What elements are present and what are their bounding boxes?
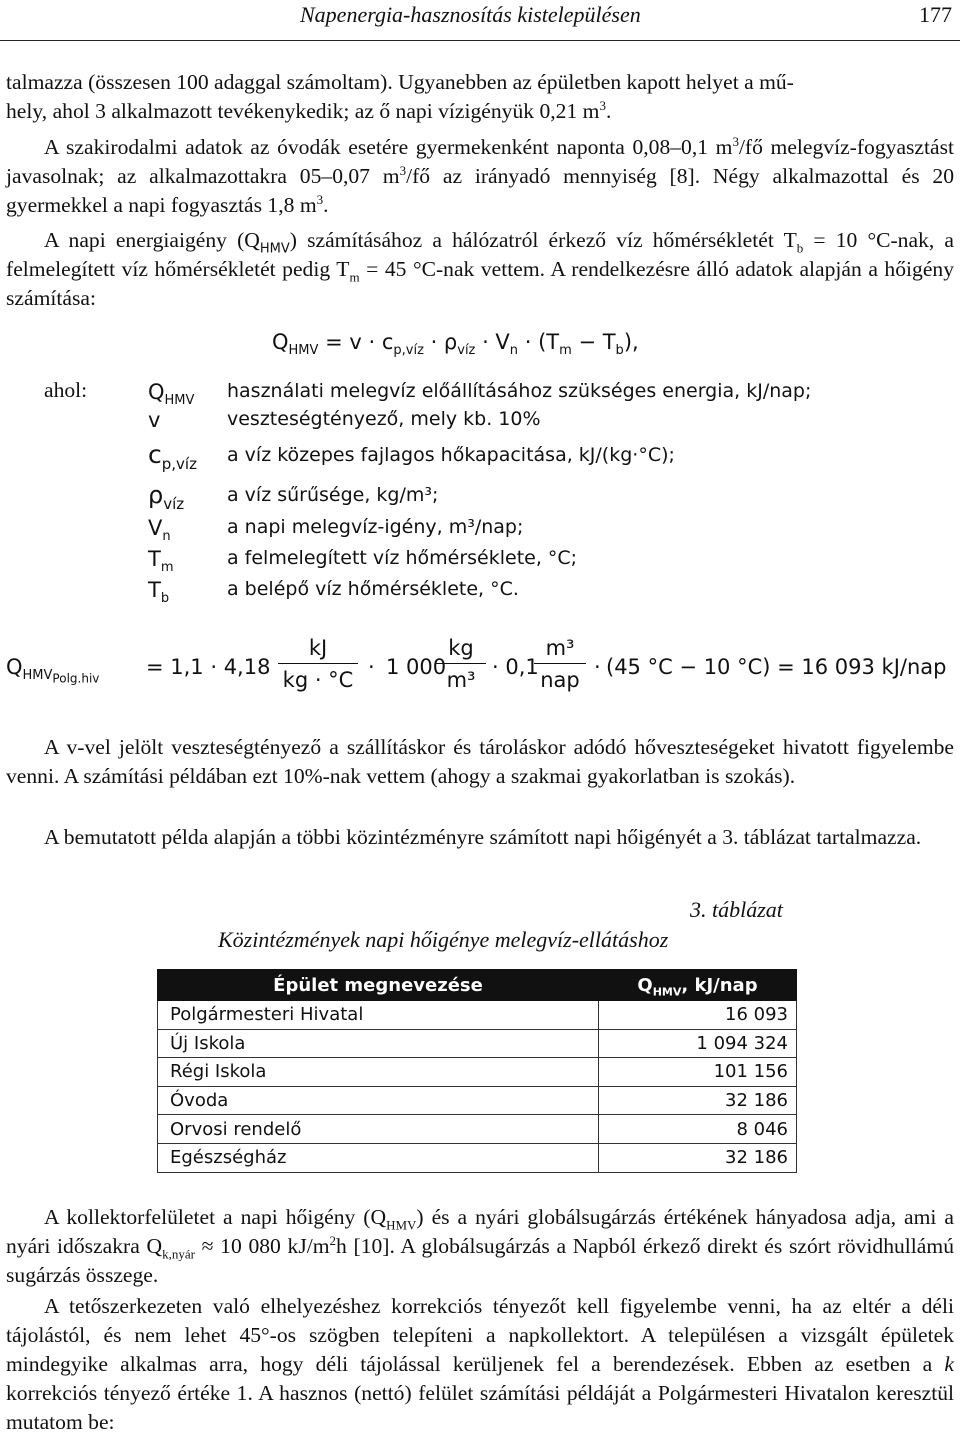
subscript: HMV [259, 241, 290, 257]
text-fragment: ≈ 10 080 kJ/m [194, 1234, 330, 1258]
formula-fragment: · 0,1 [492, 655, 539, 679]
formula-fragment: · [594, 655, 601, 679]
cell-demand: 1 094 324 [599, 1029, 797, 1058]
superscript: 3 [599, 97, 606, 113]
cell-building: Régi Iskola [158, 1058, 599, 1087]
cell-building: Óvoda [158, 1086, 599, 1115]
definition-text: a víz sűrűsége, kg/m³; [227, 484, 439, 506]
header-title: Napenergia-hasznosítás kistelepülésen [300, 2, 641, 27]
definition-symbol: $V_n$ [148, 516, 171, 545]
definition-text: a víz közepes fajlagos hőkapacitása, kJ/(kg·°C); [227, 444, 675, 466]
definition-symbol: v [148, 408, 161, 432]
table-row [158, 1086, 797, 1115]
formula-fragment: · [368, 655, 375, 679]
text-fragment: /fő melegvíz-fogyasztást javasolnak; az alkalmazottakra 05–0,07 m [6, 135, 955, 188]
definition-text: veszteségtényező, mely kb. 10% [227, 408, 541, 430]
paragraph-3 [6, 226, 954, 313]
definition-symbol: $T_b$ [148, 578, 170, 607]
unit-fraction: m³ nap [534, 636, 586, 692]
cell-demand: 8 046 [599, 1115, 797, 1144]
text-fragment: . [605, 99, 612, 123]
text-fragment: /fő az irányadó mennyiség [8]. Négy alkalmazottal és 20 gyermekkel a napi fogyasztás 1,8 m [6, 164, 954, 217]
definitions-label: ahol: [44, 378, 88, 402]
formula-fragment: ), [623, 330, 639, 354]
text-fragment: h [10]. A globálsugárzás a Napból érkező direkt és szórt rövidhullámú sugárzás összege. [6, 1234, 954, 1287]
definition-symbol: $T_m$ [148, 547, 174, 576]
formula-fragment: (45 °C − 10 °C) = 16 093 kJ/nap [606, 655, 947, 679]
paragraph-6 [6, 1203, 954, 1290]
italic-symbol: k [944, 1352, 954, 1376]
definition-symbol: $\rho_{víz}$ [148, 481, 185, 513]
column-header-demand: $Q_{HMV}$, kJ/nap [599, 970, 797, 1001]
unit-fraction: $\frac{kg}{\text{m³}}$ [436, 636, 486, 692]
formula-result-symbol: $Q_{HMV_{Polg.hiv}}$ [6, 655, 100, 686]
formula-fragment: · (T [518, 330, 560, 354]
table-row [158, 1001, 797, 1030]
formula-subscript: p,víz [393, 343, 424, 359]
running-header [0, 0, 960, 41]
table-caption: Közintézmények napi hőigénye melegvíz-ellátáshoz [218, 927, 669, 952]
table-row [158, 1058, 797, 1087]
formula-symbol: Q [272, 330, 289, 354]
formula-fragment: · ρ [423, 330, 458, 354]
formula-subscript: víz [457, 343, 476, 359]
superscript: 3 [316, 191, 324, 207]
cell-demand: 16 093 [599, 1001, 797, 1030]
definition-row [44, 547, 944, 579]
definition-symbol: $Q_{HMV}$ [148, 380, 195, 409]
page-number: 177 [919, 2, 952, 27]
subscript: m [349, 269, 360, 285]
table-row [158, 1115, 797, 1144]
table-number: 3. táblázat [690, 897, 783, 922]
column-header-building: Épület megnevezése [158, 970, 599, 1001]
table-row [158, 1143, 797, 1172]
definition-text: a napi melegvíz-igény, m³/nap; [227, 516, 524, 538]
cell-building: Orvosi rendelő [158, 1115, 599, 1144]
formula-subscript: b [615, 343, 624, 359]
paragraph-7 [6, 1292, 954, 1437]
cell-demand: 32 186 [599, 1086, 797, 1115]
cell-demand: 32 186 [599, 1143, 797, 1172]
worked-example-formula [6, 628, 956, 708]
text-fragment: A szakirodalmi adatok az óvodák esetére gyermekenként naponta 0,08–0,1 m [44, 135, 733, 159]
definition-row [44, 481, 944, 516]
definition-symbol: $c_{p,víz}$ [148, 440, 197, 473]
formula-subscript: n [509, 343, 519, 359]
text-fragment: A napi energiaigény (Q [44, 228, 260, 252]
paragraph-5 [6, 823, 954, 852]
formula-fragment: = 1,1 · 4,18 [146, 655, 271, 679]
table-row [158, 1029, 797, 1058]
definition-text: a belépő víz hőmérséklete, °C. [227, 578, 519, 600]
paragraph-1-line-2: hely, ahol 3 alkalmazott tevékenykedik; az ő napi vízigényük 0,21 m [6, 99, 600, 123]
text-fragment: A kollektorfelületet a napi hőigény (Q [44, 1205, 387, 1229]
heat-demand-table [157, 969, 797, 1173]
text-fragment: A tetőszerkezeten való elhelyezéshez korrekciós tényezőt kell figyelembe venni, ha az eltér a déli tájolástól, és nem lehet 45°-os szögben telepíteni a napkollektort. A településen a vizsgált épületek mindegyike alkalmas arra, hogy déli tájolással kerüljenek fel a berendezések. Ebben az esetben a [6, 1294, 954, 1376]
formula-subscript: m [559, 343, 572, 359]
superscript: 3 [732, 133, 739, 149]
definition-row [44, 516, 944, 548]
definition-row [44, 578, 944, 610]
paragraph-4-text: A v-vel jelölt veszteségtényező a szállításkor és tároláskor adódó hőveszteségeket hivatott figyelembe venni. A számítási példában ezt 10%-nak vettem (ahogy a szakmai gyakorlatban is szokás). [6, 735, 954, 788]
cell-demand: 101 156 [599, 1058, 797, 1087]
text-fragment: . [323, 193, 329, 217]
paragraph-4 [6, 733, 954, 791]
superscript: 2 [329, 1232, 337, 1248]
formula-fragment: 1 000 [386, 655, 447, 679]
paragraph-5-text: A bemutatott példa alapján a többi közintézményre számított napi hőigényét a 3. táblázat tartalmazza. [44, 825, 922, 849]
superscript: 3 [399, 162, 407, 178]
subscript: b [796, 240, 804, 256]
formula-subscript: HMV [288, 343, 319, 359]
cell-building: Egészségház [158, 1143, 599, 1172]
subscript: k,nyár [162, 1246, 195, 1262]
text-fragment: ) és a nyári globálsugárzás értékének hányadosa adja, ami a nyári időszakra Q [6, 1205, 954, 1258]
text-fragment: = 45 °C-nak vettem. A rendelkezésre álló adatok alapján a hőigény számítása: [6, 257, 954, 310]
definition-row [44, 440, 944, 476]
text-fragment: = 10 °C-nak, a felmelegített víz hőmérsékletét pedig T [6, 228, 954, 281]
formula-fragment: − T [571, 330, 616, 354]
table-header-row [158, 970, 797, 1001]
text-fragment: ) számításához a hálózatról érkező víz hőmérsékletét T [289, 228, 797, 252]
cell-building: Új Iskola [158, 1029, 599, 1058]
subscript: HMV [386, 1217, 417, 1233]
heat-demand-formula [272, 330, 639, 359]
definition-text: használati melegvíz előállításához szükséges energia, kJ/nap; [227, 380, 812, 402]
formula-fragment: = v · c [318, 330, 394, 354]
formula-fragment: · V [475, 330, 510, 354]
unit-fraction: $\frac{kJ}{kg \cdot ^\circ C}$ [278, 636, 358, 692]
definition-text: a felmelegített víz hőmérséklete, °C; [227, 547, 578, 569]
definition-row [44, 408, 944, 440]
paragraph-1 [6, 68, 954, 126]
text-fragment: korrekciós tényező értéke 1. A hasznos (nettó) felület számítási példáját a Polgármesteri Hivatalon keresztül mutatom be: [6, 1381, 954, 1434]
paragraph-2 [6, 133, 954, 220]
cell-building: Polgármesteri Hivatal [158, 1001, 599, 1030]
paragraph-1-line-1: talmazza (összesen 100 adaggal számoltam). Ugyanebben az épületben kapott helyet a mű- [6, 70, 794, 94]
